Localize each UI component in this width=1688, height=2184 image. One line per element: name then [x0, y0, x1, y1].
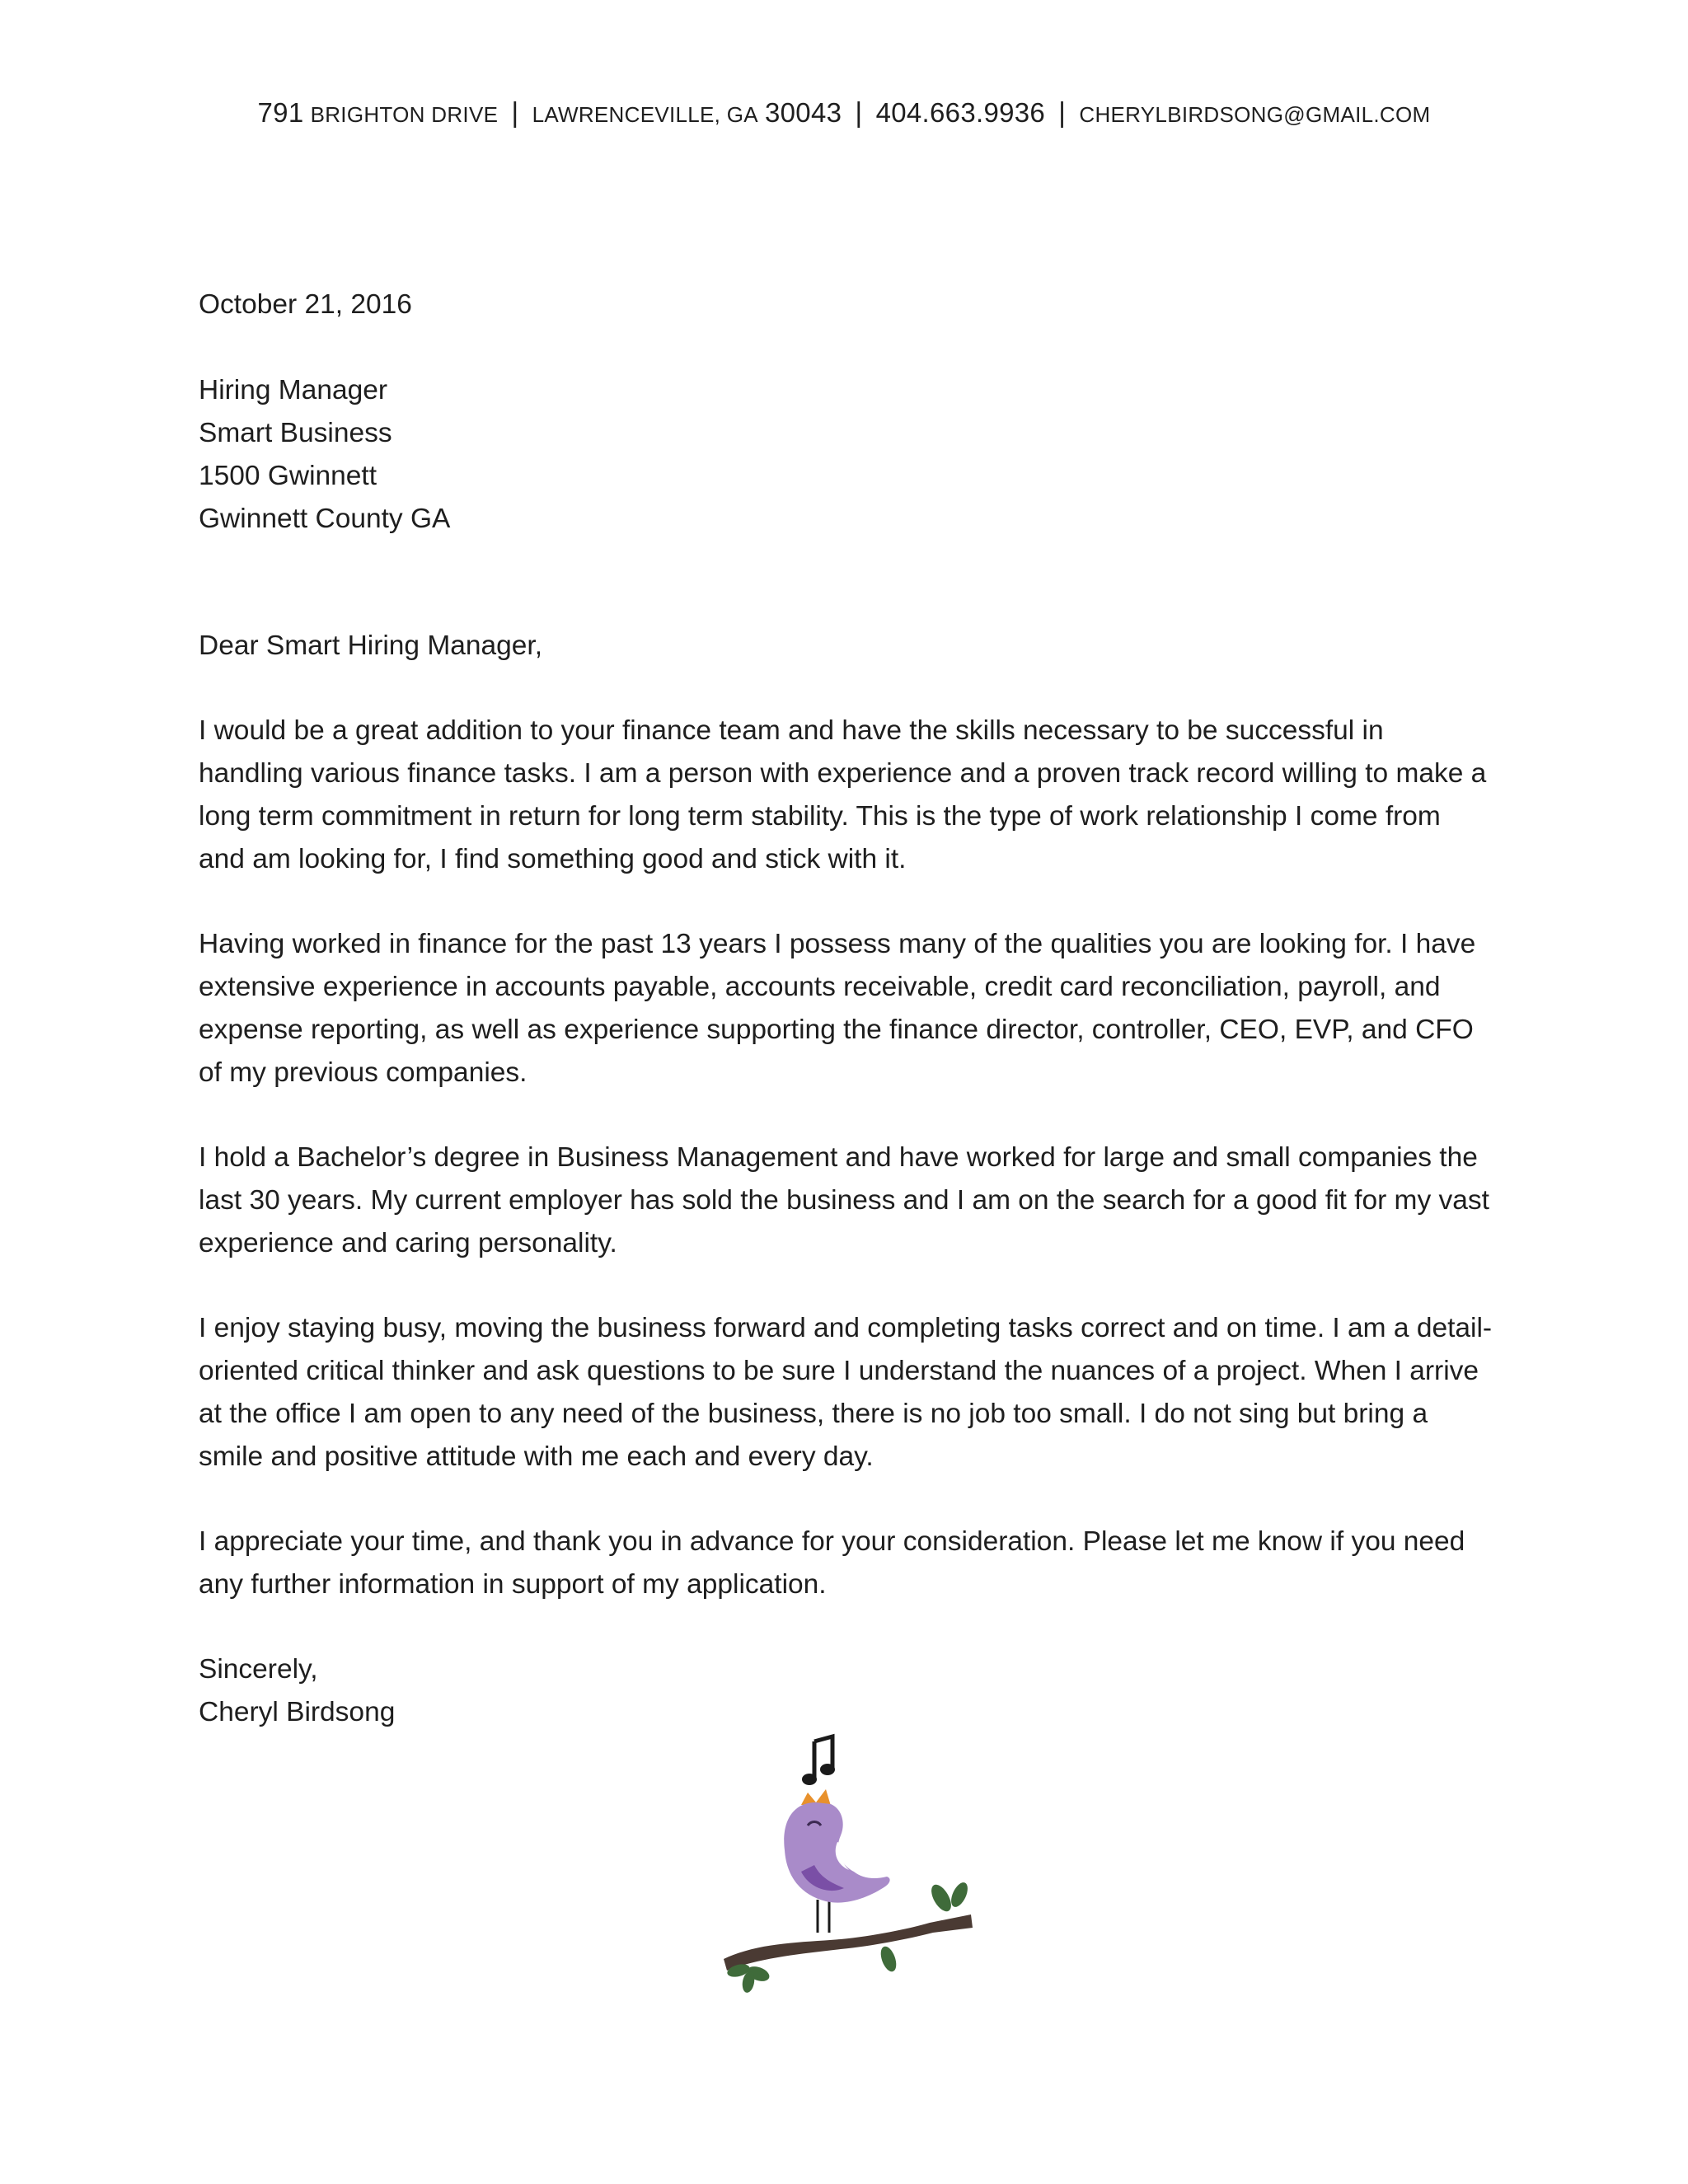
body-paragraph: I appreciate your time, and thank you in advance for your consideration. Please let me know if you need any further information in support of my application.: [199, 1526, 1465, 1600]
recipient-company: Smart Business: [199, 418, 392, 448]
contact-header: [0, 97, 1688, 129]
email-address: CHERYLBIRDSONG@GMAIL.COM: [1079, 102, 1431, 127]
city-state: LAWRENCEVILLE, GA: [532, 102, 758, 127]
body-paragraph: I would be a great addition to your finance team and have the skills necessary to be successful in handling various finance tasks. I am a person with experience and a proven track record willing to make a long term commitment in return for long term stability. This is the type of work relationship I come from and am looking for, I find something good and stick with it.: [199, 715, 1487, 874]
street-name: BRIGHTON DRIVE: [310, 102, 499, 127]
letter-date: October 21, 2016: [199, 289, 412, 320]
music-note-icon: [802, 1736, 835, 1785]
signoff: [199, 1648, 1493, 1734]
branch: [724, 1915, 973, 1971]
street-number: 791: [257, 97, 304, 128]
body-paragraph: Having worked in finance for the past 13 years I possess many of the qualities you are looking for. I have extensive experience in accounts payable, accounts receivable, credit card reconciliation, payroll, and expense reporting, as well as experience supporting the finance director, controller, CEO, EVP, and CFO of my previous companies.: [199, 929, 1476, 1088]
recipient-address: [199, 369, 1493, 541]
salutation: Dear Smart Hiring Manager,: [199, 630, 543, 661]
closing: Sincerely,: [199, 1654, 318, 1685]
recipient-street: 1500 Gwinnett: [199, 461, 377, 491]
body-paragraph: I hold a Bachelor’s degree in Business Management and have worked for large and small companies the last 30 years. My current employer has sold the business and I am on the search for a good fit for my vast experience and caring personality.: [199, 1142, 1489, 1258]
phone-number: 404.663.9936: [875, 97, 1046, 128]
recipient-name: Hiring Manager: [199, 375, 388, 405]
body-paragraph: I enjoy staying busy, moving the business forward and completing tasks correct and on time. I am a detail-oriented critical thinker and ask questions to be sure I understand the nuances of a project. When I arrive at the office I am open to any need of the business, there is no job too small. I do not sing but bring a smile and positive attitude with me each and every day.: [199, 1313, 1493, 1472]
zip-code: 30043: [765, 97, 842, 128]
signature-name: Cheryl Birdsong: [199, 1697, 396, 1727]
header-separator: |: [511, 97, 519, 129]
singing-bird-on-branch-icon: [709, 1727, 989, 2007]
recipient-city: Gwinnett County GA: [199, 504, 451, 534]
header-separator: |: [1058, 97, 1067, 129]
header-separator: |: [855, 97, 863, 129]
